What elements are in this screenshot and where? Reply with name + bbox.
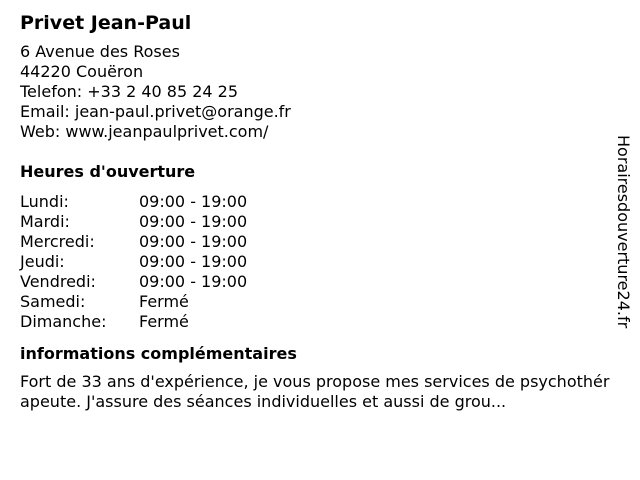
opening-hours-heading: Heures d'ouverture <box>20 162 196 181</box>
hours-row-wednesday <box>20 232 610 252</box>
opening-hours-table <box>20 192 610 332</box>
hours-day: Jeudi: <box>20 252 65 271</box>
hours-row-thursday <box>20 252 610 272</box>
hours-day: Lundi: <box>20 192 69 211</box>
additional-info-heading: informations complémentaires <box>20 344 297 363</box>
hours-row-friday <box>20 272 610 292</box>
hours-time: 09:00 - 19:00 <box>139 252 248 271</box>
hours-row-saturday <box>20 292 610 312</box>
web-line: Web: www.jeanpaulprivet.com/ <box>20 122 269 141</box>
site-brand-vertical: Horairesdouverture24.fr <box>614 135 633 329</box>
hours-time: 09:00 - 19:00 <box>139 272 248 291</box>
hours-day: Samedi: <box>20 292 86 311</box>
hours-row-monday <box>20 192 610 212</box>
hours-time: 09:00 - 19:00 <box>139 232 248 251</box>
hours-time: 09:00 - 19:00 <box>139 192 248 211</box>
address-line-2: 44220 Couëron <box>20 62 144 81</box>
hours-time: 09:00 - 19:00 <box>139 212 248 231</box>
business-name: Privet Jean-Paul <box>20 12 192 34</box>
hours-day: Mercredi: <box>20 232 95 251</box>
address-line-1: 6 Avenue des Roses <box>20 42 180 61</box>
hours-day: Vendredi: <box>20 272 96 291</box>
hours-row-sunday <box>20 312 610 332</box>
email-line: Email: jean-paul.privet@orange.fr <box>20 102 291 121</box>
phone-line: Telefon: +33 2 40 85 24 25 <box>20 82 239 101</box>
hours-day: Dimanche: <box>20 312 107 331</box>
hours-time: Fermé <box>139 292 189 311</box>
hours-row-tuesday <box>20 212 610 232</box>
business-card <box>20 10 610 412</box>
hours-time: Fermé <box>139 312 189 331</box>
additional-info-text: Fort de 33 ans d'expérience, je vous propose mes services de psychothérapeute. J'assure des séances individuelles et aussi de grou... <box>20 372 610 411</box>
hours-day: Mardi: <box>20 212 70 231</box>
